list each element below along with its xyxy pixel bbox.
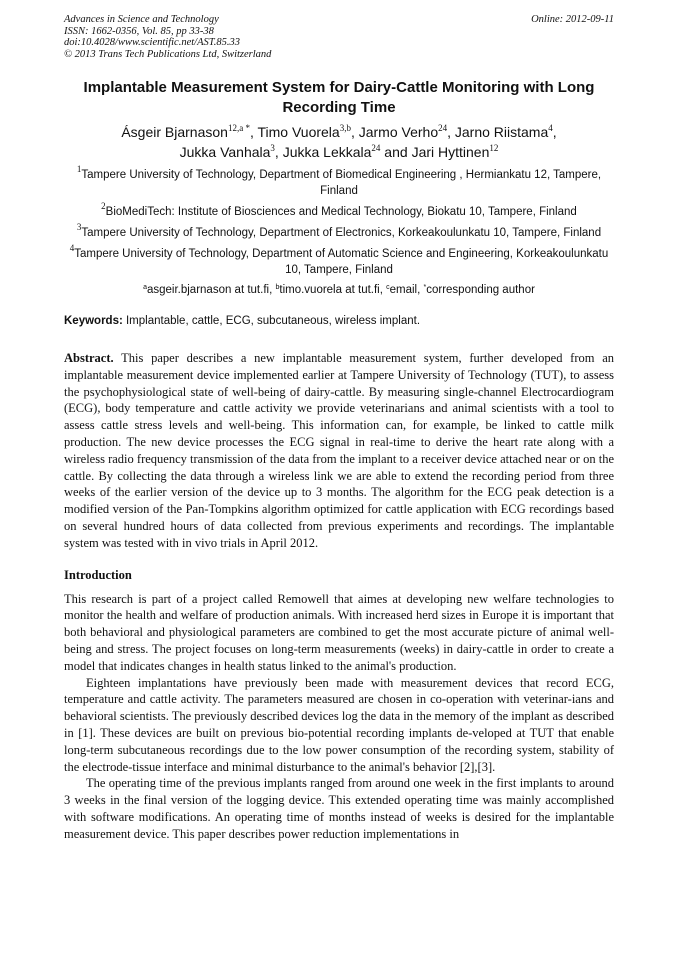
doi-line: doi:10.4028/www.scientific.net/AST.85.33 (64, 37, 241, 48)
journal-name: Advances in Science and Technology (64, 14, 219, 25)
affiliation-4: $^4$Tampere University of Technology, Department of Automatic Science and Engineering, Korkeakoulunkatu 10, Tampere, Finland (69, 243, 609, 276)
author: Jukka Lekkala$^{24}$ and (282, 143, 412, 160)
author-list (64, 122, 614, 162)
affiliation-3: $^3$Tampere University of Technology, Department of Electronics, Korkeakoulunkatu 10, Tampere, Finland (76, 222, 602, 239)
author: Jari Hyttinen$^{12}$ (411, 143, 499, 160)
paper-page (64, 14, 614, 843)
affiliation-2: $^2$BioMediTech: Institute of Biosciences and Medical Technology, Biokatu 10, Tampere, Finland (101, 201, 577, 218)
affiliation-1: $^1$Tampere University of Technology, Department of Biomedical Engineering , Hermiankatu 12, Tampere, Finland (76, 164, 602, 197)
keywords-label: Keywords: (64, 315, 123, 327)
paragraph: Eighteen implantations have previously been made with measurement devices that record ECG, temperature and cattle activity. The parameters measured are chosen in co-operation with veterinar-ians and behavioral scientists. The previously described devices log the data in the memory of the implant as described in [1]. These devices are built on previous bio-potential recording implants de-veloped at TUT that enable long-term subcutaneous recordings due to the low power consumption of the recording system, stability of the electrode-tissue interface and minimal disturbance to the animal's behavior [2],[3]. (64, 675, 614, 774)
keywords (64, 313, 614, 329)
copyright-line: © 2013 Trans Tech Publications Ltd, Switzerland (64, 48, 272, 60)
paragraph: The operating time of the previous implants ranged from around one week in the first implants to around 3 weeks in the final version of the logging device. This extended operating time was mainly accomplished with software modifications. An operating time of months instead of weeks is desired for the implantable measurement device. This paper describes power reduction implementations in (64, 776, 614, 841)
abstract-label: Abstract. (64, 351, 114, 365)
author: Jarno Riistama$^4$, (454, 123, 557, 140)
paragraph: This research is part of a project called Remowell that aimes at developing new welfare technologies to monitor the health and welfare of production animals. With increased herd sizes in Europe it is important that both behavioral and physiological parameters are combined to get the most accurate picture of animal well-being and stress. The project focuses on long-term measurements (weeks) in dairy-cattle in order to create a model that indicates changes in health status linked to the animal's production. (64, 591, 614, 673)
email-line: $^a$asgeir.bjarnason at tut.fi, $^b$timo.vuorela at tut.fi, $^c$email, *corresponding author (143, 284, 535, 296)
author: Jarmo Verho$^{24}$, (358, 123, 455, 140)
issn-line: ISSN: 1662-0356, Vol. 85, pp 33-38 (64, 25, 214, 37)
abstract-text: This paper describes a new implantable measurement system, further developed from an implantable measurement device implemented earlier at Tampere University of Technology (TUT), to assess the psychophysiological state of well-being of dairy-cattle. By measuring single-channel Electrocardiogram (ECG), body temperature and cattle activity we provide veterinarians and animal scientists with a tool to assess cattle stress levels and well-being. This information can, for example, be linked to cattle milk production. The new device processes the ECG signal in real-time to derive the heart rate along with a wireless radio frequency transmission of the data from the implant to a receiver device attached near or on the cattle. By collecting the data through a wireless link we are able to extend the recording period from three weeks of the earlier version of the device up to 3 months. The algorithm for the ECG peak detection is a modified version of the Pan-Tompkins algorithm optimized for cattle application with ECG recordings based on several hundred hours of data collected from previous experiments and recordings. The implantable system was tested with in vivo trials in April 2012. (64, 351, 614, 550)
section-heading: Introduction (64, 567, 132, 582)
online-date: Online: 2012-09-11 (531, 14, 614, 25)
author: Jukka Vanhala$^3$, (179, 143, 283, 160)
paper-title: Implantable Measurement System for Dairy-Cattle Monitoring with Long Recording Time (83, 79, 595, 116)
abstract (64, 350, 614, 552)
introduction-section (64, 568, 614, 843)
keywords-text: Implantable, cattle, ECG, subcutaneous, wireless implant. (122, 315, 421, 327)
journal-header (64, 14, 614, 62)
author: Ásgeir Bjarnason$^{12,a *}$, (121, 123, 258, 140)
author: Timo Vuorela$^{3,b}$, (257, 123, 359, 140)
